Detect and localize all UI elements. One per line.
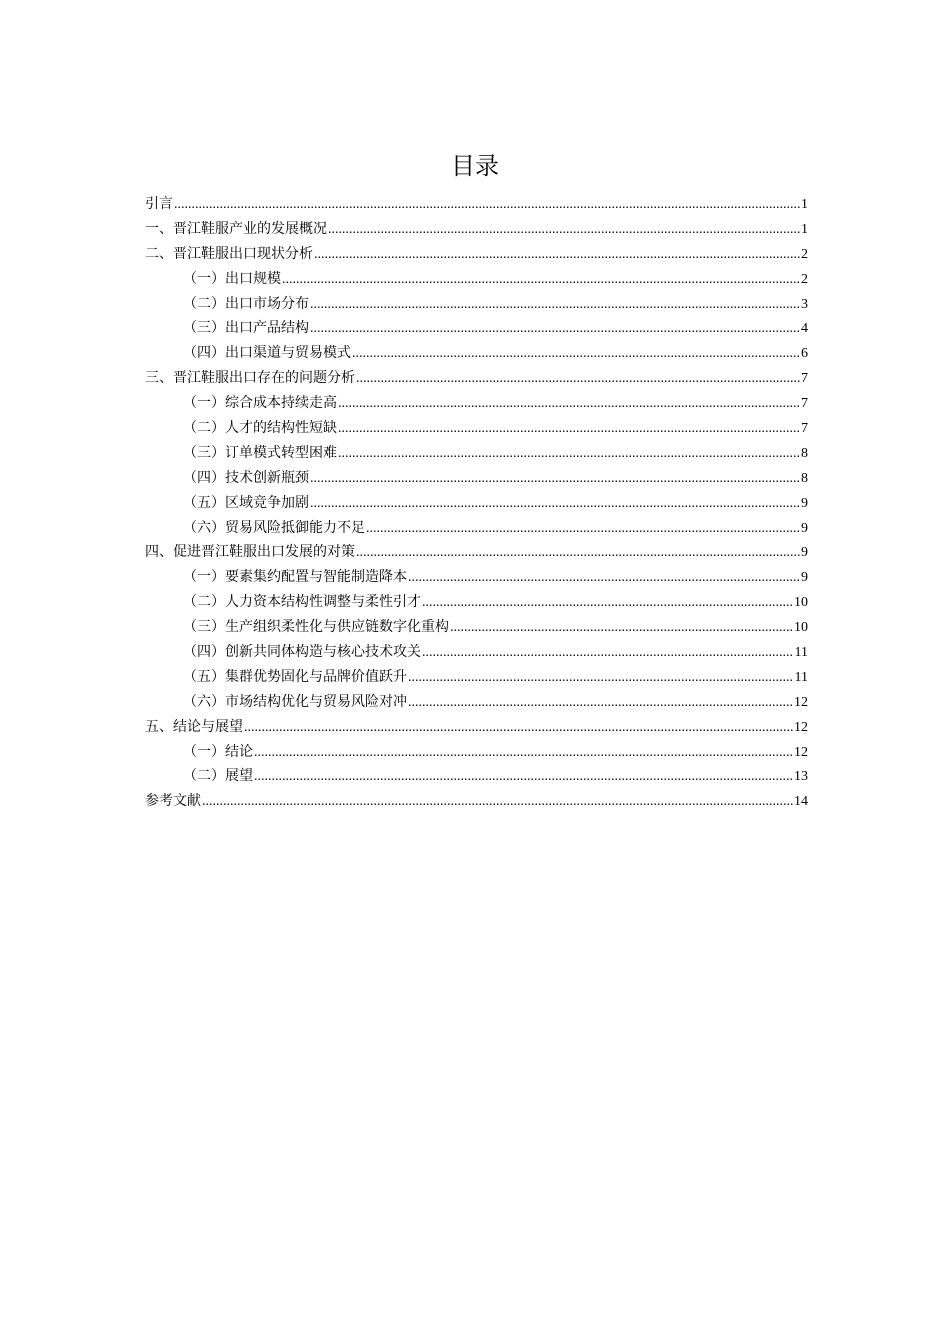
toc-entry[interactable]	[145, 565, 808, 590]
toc-entry[interactable]	[145, 192, 808, 217]
toc-entry-title: 二、晋江鞋服出口现状分析	[145, 245, 313, 262]
toc-dot-leader	[310, 317, 800, 342]
toc-entry-title: （二）展望	[183, 768, 253, 785]
toc-entry[interactable]	[145, 491, 808, 516]
toc-entry[interactable]	[145, 217, 808, 242]
toc-page-number: 12	[794, 694, 808, 710]
toc-entry[interactable]	[145, 292, 808, 317]
toc-entry[interactable]	[145, 341, 808, 366]
toc-entry[interactable]	[145, 267, 808, 292]
toc-entry[interactable]	[145, 789, 808, 814]
toc-entry-title: 五、结论与展望	[145, 718, 243, 735]
toc-page-number: 13	[794, 769, 808, 785]
toc-dot-leader	[408, 566, 800, 591]
toc-title: 目录	[451, 152, 499, 180]
toc-page-number: 2	[801, 246, 808, 262]
toc-dot-leader	[310, 492, 800, 517]
toc-entry[interactable]	[145, 640, 808, 665]
toc-page-number: 2	[801, 271, 808, 287]
toc-page-number: 6	[801, 346, 808, 362]
toc-entry-title: （三）生产组织柔性化与供应链数字化重构	[183, 619, 449, 636]
toc-page-number: 14	[794, 794, 808, 810]
toc-page-number: 10	[794, 620, 808, 636]
toc-entry-title: （五）区域竞争加剧	[183, 494, 309, 511]
toc-entry-title: （一）结论	[183, 743, 253, 760]
toc-page-number: 11	[794, 645, 808, 661]
toc-entry[interactable]	[145, 466, 808, 491]
toc-page-number: 9	[801, 520, 808, 536]
toc-entry[interactable]	[145, 242, 808, 267]
toc-entry-title: 一、晋江鞋服产业的发展概况	[145, 220, 327, 237]
toc-entry[interactable]	[145, 316, 808, 341]
toc-entry-title: （三）订单模式转型困难	[183, 444, 337, 461]
toc-dot-leader	[310, 467, 800, 492]
toc-dot-leader	[422, 641, 794, 666]
toc-entry-title: （一）出口规模	[183, 270, 281, 287]
toc-entry[interactable]	[145, 665, 808, 690]
toc-entry-title: （六）贸易风险抵御能力不足	[183, 519, 365, 536]
toc-entry-title: （二）人力资本结构性调整与柔性引才	[183, 594, 421, 611]
toc-list	[145, 192, 808, 814]
toc-dot-leader	[254, 741, 793, 766]
toc-entry-title: （五）集群优势固化与品牌价值跃升	[183, 668, 407, 685]
toc-dot-leader	[408, 691, 793, 716]
toc-page-number: 11	[794, 669, 808, 685]
toc-dot-leader	[174, 193, 800, 218]
toc-dot-leader	[338, 442, 800, 467]
toc-entry[interactable]	[145, 540, 808, 565]
toc-entry[interactable]	[145, 416, 808, 441]
toc-page-number: 7	[801, 421, 808, 437]
toc-page-number: 4	[801, 321, 808, 337]
toc-entry-title: （二）人才的结构性短缺	[183, 420, 337, 437]
toc-entry[interactable]	[145, 715, 808, 740]
toc-dot-leader	[366, 517, 800, 542]
toc-page-number: 9	[801, 570, 808, 586]
toc-page-number: 12	[794, 719, 808, 735]
toc-dot-leader	[356, 541, 800, 566]
toc-entry-title: 引言	[145, 196, 173, 212]
toc-entry-title: （四）出口渠道与贸易模式	[183, 345, 351, 362]
toc-dot-leader	[254, 765, 793, 790]
toc-entry[interactable]	[145, 441, 808, 466]
toc-entry-title: 三、晋江鞋服出口存在的问题分析	[145, 370, 355, 387]
toc-entry[interactable]	[145, 764, 808, 789]
toc-page-number: 8	[801, 470, 808, 486]
toc-entry[interactable]	[145, 391, 808, 416]
toc-dot-leader	[356, 367, 800, 392]
toc-dot-leader	[408, 666, 794, 691]
toc-dot-leader	[422, 591, 793, 616]
toc-entry[interactable]	[145, 615, 808, 640]
toc-page-number: 9	[801, 495, 808, 511]
toc-entry-title: （六）市场结构优化与贸易风险对冲	[183, 693, 407, 710]
toc-entry[interactable]	[145, 740, 808, 765]
toc-dot-leader	[338, 417, 800, 442]
toc-entry[interactable]	[145, 516, 808, 541]
toc-dot-leader	[450, 616, 793, 641]
toc-entry-title: （四）技术创新瓶颈	[183, 469, 309, 486]
toc-page-number: 3	[801, 296, 808, 312]
toc-page-number: 8	[801, 445, 808, 461]
toc-entry-title: （三）出口产品结构	[183, 320, 309, 337]
toc-page-number: 10	[794, 595, 808, 611]
toc-page-number: 12	[794, 744, 808, 760]
toc-entry-title: （四）创新共同体构造与核心技术攻关	[183, 644, 421, 661]
toc-dot-leader	[202, 790, 793, 815]
toc-page-number: 7	[801, 396, 808, 412]
toc-page-number: 1	[801, 197, 808, 212]
toc-entry-title: （二）出口市场分布	[183, 295, 309, 312]
toc-entry[interactable]	[145, 366, 808, 391]
toc-entry-title: 四、促进晋江鞋服出口发展的对策	[145, 544, 355, 561]
toc-dot-leader	[352, 342, 800, 367]
toc-dot-leader	[328, 218, 800, 243]
toc-entry[interactable]	[145, 590, 808, 615]
toc-entry[interactable]	[145, 690, 808, 715]
toc-entry-title: （一）综合成本持续走高	[183, 395, 337, 412]
toc-dot-leader	[310, 293, 800, 318]
toc-dot-leader	[244, 716, 793, 741]
toc-page-number: 7	[801, 371, 808, 387]
toc-dot-leader	[314, 243, 800, 268]
toc-entry-title: 参考文献	[145, 793, 201, 810]
toc-page-number: 1	[801, 221, 808, 237]
toc-page-number: 9	[801, 545, 808, 561]
toc-dot-leader	[282, 268, 800, 293]
toc-entry-title: （一）要素集约配置与智能制造降本	[183, 569, 407, 586]
toc-dot-leader	[338, 392, 800, 417]
